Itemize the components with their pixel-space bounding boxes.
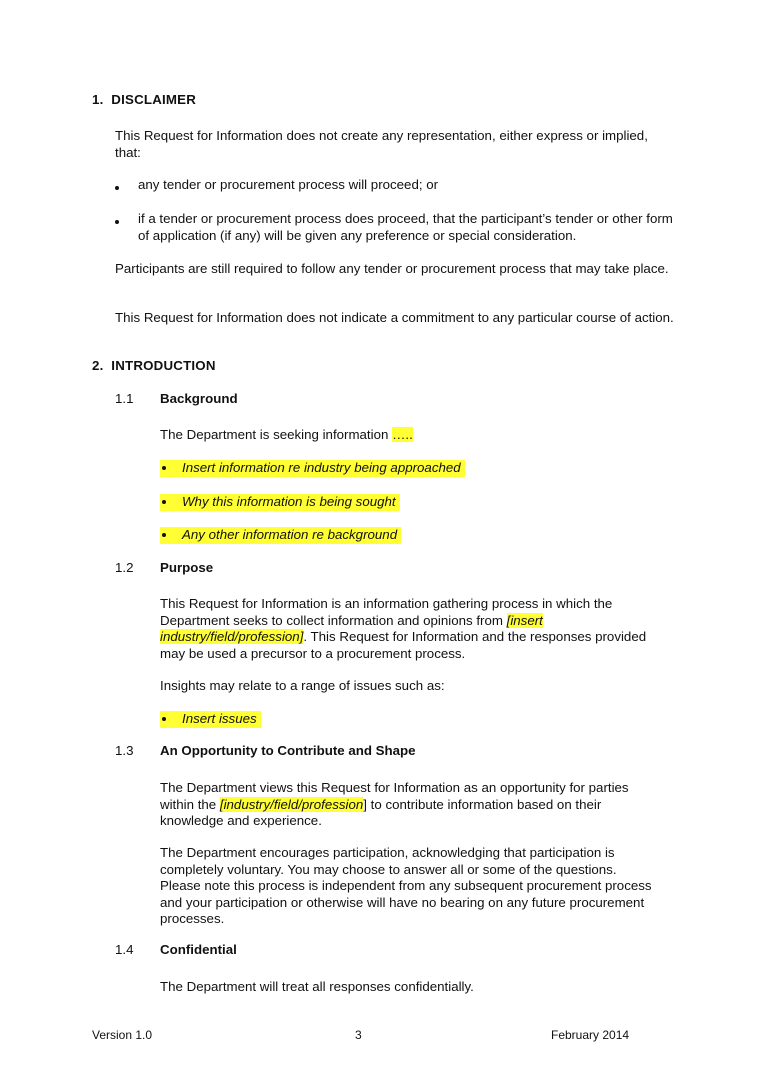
disclaimer-intro: This Request for Information does not create any representation, either express or implied, that: [115,128,648,160]
section-number: 2. [92,358,104,373]
section-2-heading [92,358,216,375]
highlighted-bullet [160,460,465,477]
subsection-1-2-title: Purpose [160,560,214,575]
subsection-1-4-number: 1.4 [115,942,134,957]
footer-date: February 2014 [551,1028,630,1042]
section-number: 1. [92,92,104,107]
subsection-1-3-number: 1.3 [115,743,134,758]
section-title: DISCLAIMER [111,92,197,107]
contribute-text: The Department views this Request for Information as an opportunity for parties within the [industry/field/profession] to contribute information based on their knowledge and experience. [160,780,629,828]
section-title: INTRODUCTION [111,358,216,373]
background-bullet-1: Insert information re industry being approached [182,460,461,475]
purpose-text: This Request for Information is an information gathering process in which the Department seeks to collect information and opinions from [insert industry/field/profession]. This Request for Information and the responses provided may be used a precursor to a procurement process. [160,596,647,661]
highlighted-bullet [160,494,400,511]
background-bullet-3: Any other information re background [182,527,398,542]
bullet-marker [115,178,119,195]
subsection-1-1-number: 1.1 [115,391,134,406]
highlighted-bullet [160,711,261,728]
purpose-paragraph-2: Insights may relate to a range of issues such as: [160,678,445,693]
footer-page-number: 3 [355,1028,362,1042]
disclaimer-bullet-2: if a tender or procurement process does proceed, that the participant’s tender or other form of application (if any) will be given any preference or special consideration. [138,211,673,243]
contribute-paragraph-2: The Department encourages participation, acknowledging that participation is completely voluntary. You may choose to answer all or some of the questions. Please note this process is independent from any subsequent procurement process and your participation or otherwise will have no bearing on any future procurement processes. [160,845,652,926]
subsection-1-1-title: Background [160,391,238,406]
bullet-marker [115,212,119,229]
purpose-bullet-1: Insert issues [182,711,257,726]
highlight-placeholder: ….. [392,427,413,442]
disclaimer-paragraph-1: Participants are still required to follow any tender or procurement process that may take place. [115,261,669,276]
footer-version: Version 1.0 [92,1028,153,1042]
background-bullet-2: Why this information is being sought [182,494,396,509]
disclaimer-bullet-1: any tender or procurement process will proceed; or [138,177,439,192]
subsection-1-3-title: An Opportunity to Contribute and Shape [160,743,416,758]
confidential-text: The Department will treat all responses confidentially. [160,979,474,994]
highlight-placeholder: [insert industry/field/profession] [160,612,543,644]
highlighted-bullet [160,527,401,544]
subsection-1-4-title: Confidential [160,942,237,957]
section-1-heading [92,92,196,109]
highlight-placeholder: [industry/field/profession [219,796,364,812]
background-text: The Department is seeking information ….. [160,427,413,442]
disclaimer-paragraph-2: This Request for Information does not indicate a commitment to any particular course of action. [115,310,674,325]
subsection-1-2-number: 1.2 [115,560,134,575]
